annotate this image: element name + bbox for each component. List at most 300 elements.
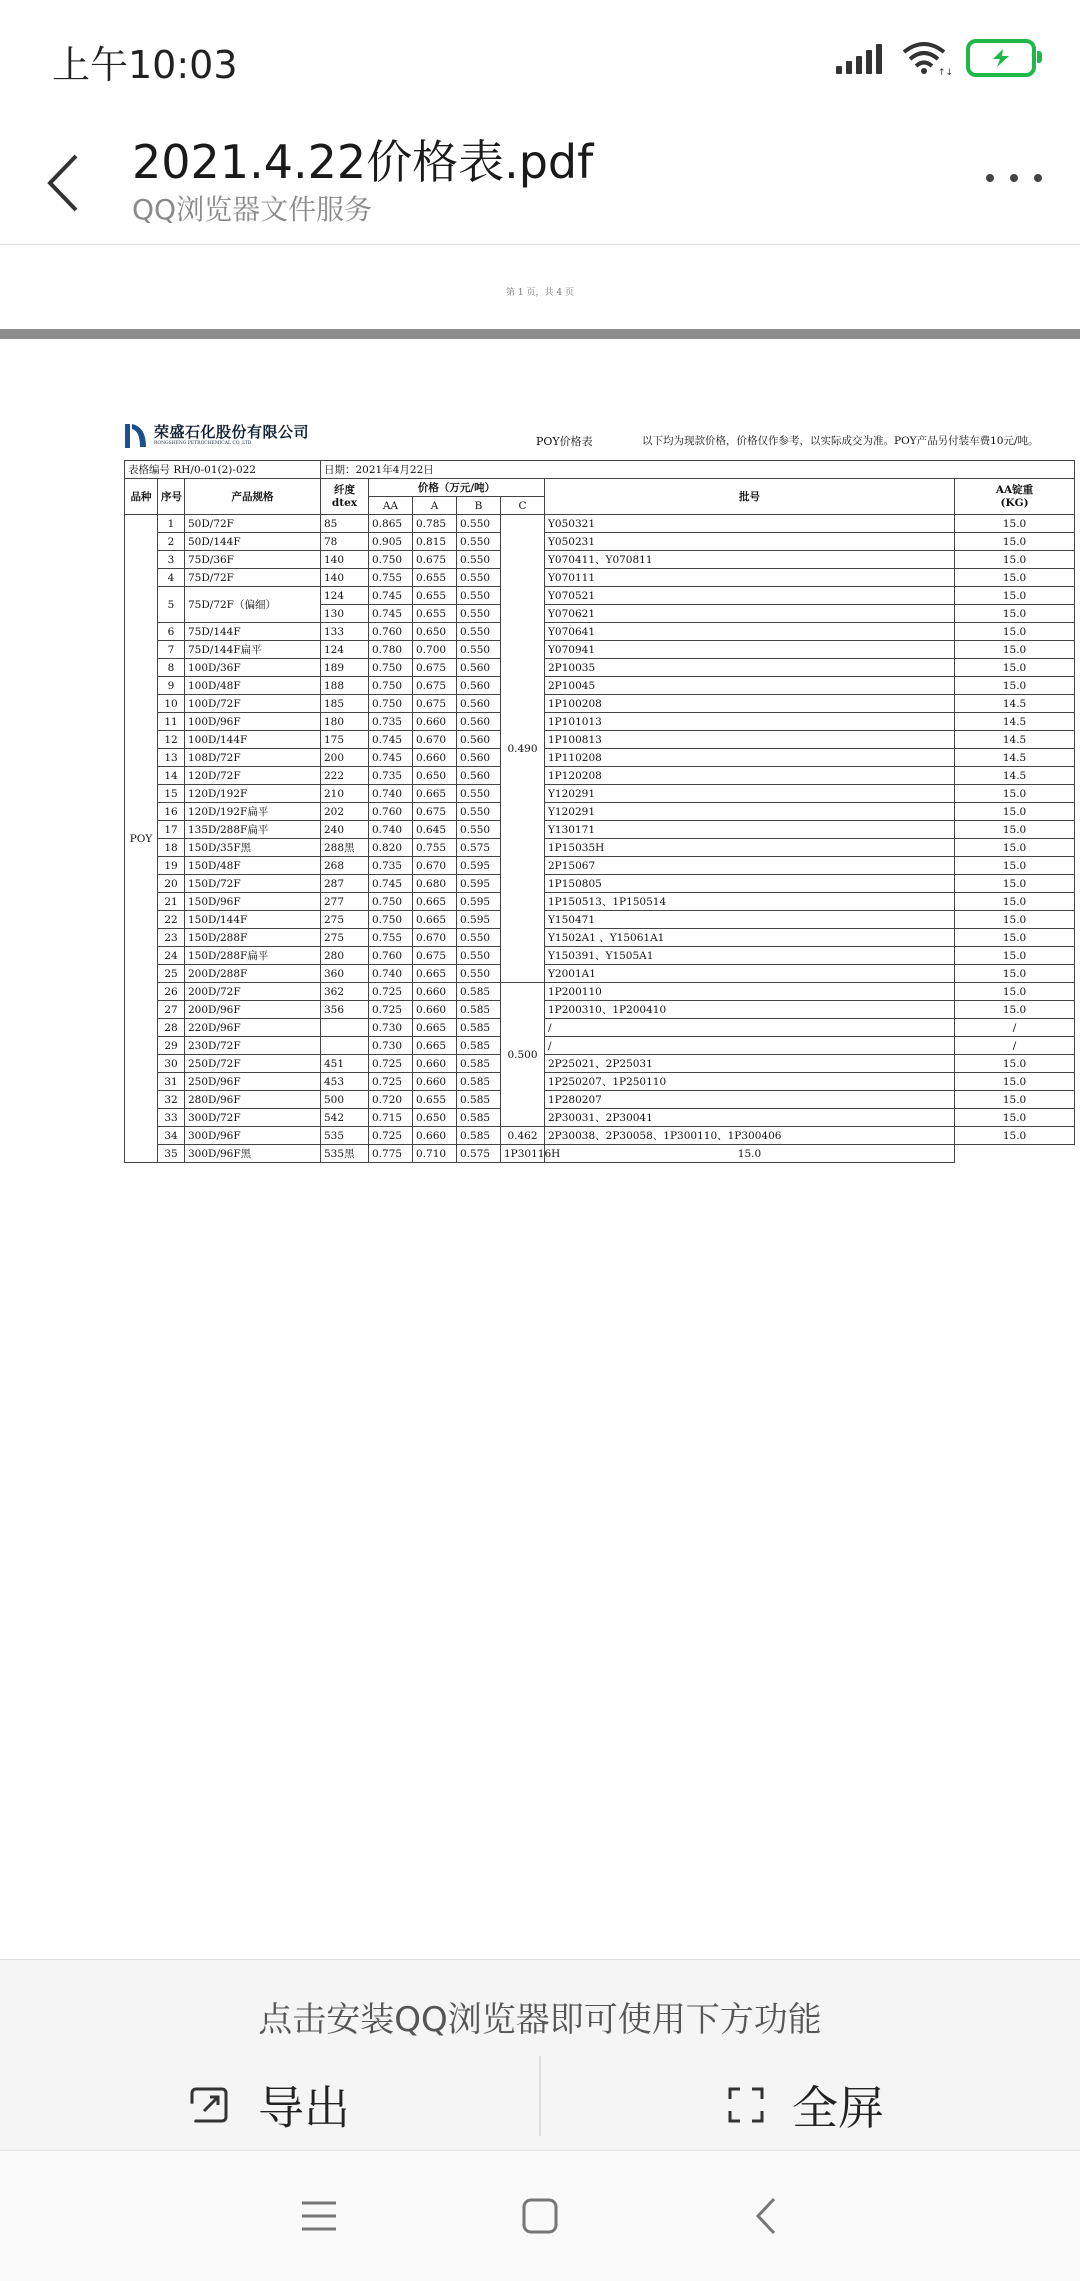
weight-cell: 15.0 <box>955 1127 1075 1145</box>
table-row <box>125 623 1075 641</box>
price-aa-cell: 0.750 <box>369 893 413 911</box>
batch-cell: Y070521 <box>545 587 955 605</box>
dtex-cell: 175 <box>321 731 369 749</box>
table-row <box>125 893 1075 911</box>
table-row <box>125 533 1075 551</box>
price-aa-cell: 0.735 <box>369 767 413 785</box>
variety-cell: POY <box>125 515 158 1163</box>
dtex-cell: 288黑 <box>321 839 369 857</box>
table-row <box>125 839 1075 857</box>
seq-cell: 5 <box>158 587 185 623</box>
system-nav-bar <box>0 2150 1080 2281</box>
header-dtex: 纤度 dtex <box>321 479 369 515</box>
price-b-cell: 0.595 <box>457 893 501 911</box>
spec-cell: 230D/72F <box>185 1037 321 1055</box>
price-aa-cell: 0.865 <box>369 515 413 533</box>
dtex-cell: 277 <box>321 893 369 911</box>
price-aa-cell: 0.750 <box>369 695 413 713</box>
spec-cell: 108D/72F <box>185 749 321 767</box>
weight-cell: 14.5 <box>955 767 1075 785</box>
seq-cell: 14 <box>158 767 185 785</box>
price-b-cell: 0.585 <box>457 1037 501 1055</box>
spec-cell: 280D/96F <box>185 1091 321 1109</box>
weight-cell: 14.5 <box>955 713 1075 731</box>
seq-cell: 4 <box>158 569 185 587</box>
table-row <box>125 1001 1075 1019</box>
header-c: C <box>501 497 545 515</box>
seq-cell: 2 <box>158 533 185 551</box>
spec-cell: 150D/288F <box>185 929 321 947</box>
price-aa-cell: 0.725 <box>369 1073 413 1091</box>
header-weight: AA锭重 (KG) <box>955 479 1075 515</box>
price-b-cell: 0.550 <box>457 515 501 533</box>
dtex-cell: 360 <box>321 965 369 983</box>
price-aa-cell: 0.905 <box>369 533 413 551</box>
price-a-cell: 0.665 <box>413 785 457 803</box>
price-a-cell: 0.665 <box>413 965 457 983</box>
spec-cell: 150D/288F扁平 <box>185 947 321 965</box>
seq-cell: 9 <box>158 677 185 695</box>
price-aa-cell: 0.745 <box>369 587 413 605</box>
table-row <box>125 983 1075 1001</box>
price-aa-cell: 0.760 <box>369 623 413 641</box>
dtex-cell: 133 <box>321 623 369 641</box>
spec-cell: 300D/72F <box>185 1109 321 1127</box>
price-b-cell: 0.585 <box>457 1127 501 1145</box>
price-aa-cell: 0.745 <box>369 605 413 623</box>
price-a-cell: 0.650 <box>413 767 457 785</box>
install-hint[interactable]: 点击安装QQ浏览器即可使用下方功能 <box>258 2000 822 2040</box>
spec-cell: 150D/72F <box>185 875 321 893</box>
seq-cell: 35 <box>158 1145 185 1163</box>
spec-cell: 300D/96F黑 <box>185 1145 321 1163</box>
header-a: A <box>413 497 457 515</box>
dtex-cell: 356 <box>321 1001 369 1019</box>
table-row <box>125 875 1075 893</box>
weight-cell: 15.0 <box>955 911 1075 929</box>
signal-icon <box>836 42 882 74</box>
price-aa-cell: 0.750 <box>369 551 413 569</box>
price-aa-cell: 0.725 <box>369 1055 413 1073</box>
table-row <box>125 767 1075 785</box>
table-row <box>125 677 1075 695</box>
price-b-cell: 0.560 <box>457 713 501 731</box>
header-spec: 产品规格 <box>185 479 321 515</box>
spec-cell: 250D/96F <box>185 1073 321 1091</box>
fullscreen-label: 全屏 <box>792 2081 884 2135</box>
form-number: 表格编号 RH/0-01(2)-022 <box>125 461 321 479</box>
price-a-cell: 0.675 <box>413 551 457 569</box>
spec-cell: 150D/48F <box>185 857 321 875</box>
dtex-cell: 124 <box>321 587 369 605</box>
batch-cell: Y130171 <box>545 821 955 839</box>
menu-icon[interactable] <box>294 2191 344 2241</box>
table-row <box>125 749 1075 767</box>
price-a-cell: 0.670 <box>413 857 457 875</box>
weight-cell: 15.0 <box>955 1001 1075 1019</box>
price-a-cell: 0.660 <box>413 1073 457 1091</box>
header-price: 价格（万元/吨） <box>369 479 545 497</box>
dtex-cell: 140 <box>321 569 369 587</box>
price-c-cell: 0.500 <box>501 983 545 1127</box>
table-row <box>125 1037 1075 1055</box>
weight-cell: 15.0 <box>955 1109 1075 1127</box>
nav-back-icon[interactable] <box>742 2191 792 2241</box>
spec-cell: 100D/144F <box>185 731 321 749</box>
batch-cell: 2P15067 <box>545 857 955 875</box>
seq-cell: 26 <box>158 983 185 1001</box>
price-b-cell: 0.550 <box>457 533 501 551</box>
batch-cell: Y070411、Y070811 <box>545 551 955 569</box>
batch-cell: 1P15035H <box>545 839 955 857</box>
dtex-cell: 140 <box>321 551 369 569</box>
batch-cell: Y1502A1 、Y15061A1 <box>545 929 955 947</box>
price-a-cell: 0.660 <box>413 1001 457 1019</box>
pdf-page[interactable] <box>0 339 1080 1959</box>
price-b-cell: 0.595 <box>457 911 501 929</box>
export-icon <box>188 2083 232 2127</box>
bottom-action-bar <box>0 1959 1080 2150</box>
table-row <box>125 515 1075 533</box>
company-name-cn: 荣盛石化股份有限公司 <box>154 423 310 442</box>
price-b-cell: 0.585 <box>457 1109 501 1127</box>
company-logo <box>124 423 148 449</box>
price-a-cell: 0.655 <box>413 569 457 587</box>
batch-cell: / <box>545 1019 955 1037</box>
weight-cell: 14.5 <box>955 731 1075 749</box>
seq-cell: 8 <box>158 659 185 677</box>
price-b-cell: 0.575 <box>457 1145 501 1163</box>
seq-cell: 19 <box>158 857 185 875</box>
table-row <box>125 911 1075 929</box>
price-b-cell: 0.550 <box>457 947 501 965</box>
batch-cell: Y070941 <box>545 641 955 659</box>
dtex-cell: 200 <box>321 749 369 767</box>
price-b-cell: 0.550 <box>457 587 501 605</box>
price-b-cell: 0.550 <box>457 551 501 569</box>
dtex-cell: 451 <box>321 1055 369 1073</box>
seq-cell: 15 <box>158 785 185 803</box>
dtex-cell: 535 <box>321 1127 369 1145</box>
price-b-cell: 0.550 <box>457 803 501 821</box>
table-row <box>125 1055 1075 1073</box>
spec-cell: 250D/72F <box>185 1055 321 1073</box>
spec-cell: 75D/36F <box>185 551 321 569</box>
weight-cell: 15.0 <box>955 857 1075 875</box>
weight-cell: 15.0 <box>955 965 1075 983</box>
batch-cell: 1P101013 <box>545 713 955 731</box>
table-row <box>125 929 1075 947</box>
weight-cell: 15.0 <box>955 929 1075 947</box>
spec-cell: 100D/72F <box>185 695 321 713</box>
weight-cell: 15.0 <box>955 659 1075 677</box>
dtex-cell: 130 <box>321 605 369 623</box>
weight-cell: 15.0 <box>545 1145 955 1163</box>
price-a-cell: 0.655 <box>413 605 457 623</box>
dtex-cell: 453 <box>321 1073 369 1091</box>
price-a-cell: 0.675 <box>413 695 457 713</box>
price-b-cell: 0.550 <box>457 605 501 623</box>
price-aa-cell: 0.755 <box>369 569 413 587</box>
seq-cell: 17 <box>158 821 185 839</box>
price-b-cell: 0.585 <box>457 1073 501 1091</box>
status-icons <box>836 38 1036 78</box>
table-row <box>125 785 1075 803</box>
price-b-cell: 0.560 <box>457 695 501 713</box>
price-a-cell: 0.665 <box>413 1037 457 1055</box>
weight-cell: 15.0 <box>955 785 1075 803</box>
dtex-cell: 275 <box>321 911 369 929</box>
weight-cell: 15.0 <box>955 1055 1075 1073</box>
weight-cell: 15.0 <box>955 983 1075 1001</box>
dtex-cell: 500 <box>321 1091 369 1109</box>
batch-cell: Y150391、Y1505A1 <box>545 947 955 965</box>
price-b-cell: 0.560 <box>457 749 501 767</box>
dtex-cell: 222 <box>321 767 369 785</box>
price-aa-cell: 0.740 <box>369 965 413 983</box>
batch-cell: 1P120208 <box>545 767 955 785</box>
batch-cell: 1P110208 <box>545 749 955 767</box>
price-a-cell: 0.660 <box>413 1055 457 1073</box>
table-row <box>125 1127 1075 1145</box>
document-date: 日期：2021年4月22日 <box>321 461 1075 479</box>
weight-cell: 14.5 <box>955 695 1075 713</box>
header-batch: 批号 <box>545 479 955 515</box>
weight-cell: 15.0 <box>955 551 1075 569</box>
price-b-cell: 0.575 <box>457 839 501 857</box>
spec-cell: 75D/144F扁平 <box>185 641 321 659</box>
batch-cell: 1P150805 <box>545 875 955 893</box>
dtex-cell: 180 <box>321 713 369 731</box>
weight-cell: 15.0 <box>955 569 1075 587</box>
price-a-cell: 0.675 <box>413 659 457 677</box>
batch-cell: 1P100208 <box>545 695 955 713</box>
app-bar <box>0 118 1080 245</box>
table-row <box>125 965 1075 983</box>
weight-cell: 15.0 <box>955 515 1075 533</box>
seq-cell: 7 <box>158 641 185 659</box>
price-aa-cell: 0.715 <box>369 1109 413 1127</box>
price-a-cell: 0.675 <box>413 677 457 695</box>
seq-cell: 27 <box>158 1001 185 1019</box>
batch-cell: 2P30031、2P30041 <box>545 1109 955 1127</box>
seq-cell: 31 <box>158 1073 185 1091</box>
price-aa-cell: 0.745 <box>369 749 413 767</box>
seq-cell: 21 <box>158 893 185 911</box>
table-row <box>125 695 1075 713</box>
batch-cell: 1P150513、1P150514 <box>545 893 955 911</box>
price-b-cell: 0.550 <box>457 785 501 803</box>
weight-cell: 15.0 <box>955 587 1075 605</box>
price-a-cell: 0.680 <box>413 875 457 893</box>
seq-cell: 34 <box>158 1127 185 1145</box>
dtex-cell: 185 <box>321 695 369 713</box>
dtex-cell: 280 <box>321 947 369 965</box>
price-b-cell: 0.560 <box>457 731 501 749</box>
weight-cell: 15.0 <box>955 821 1075 839</box>
seq-cell: 3 <box>158 551 185 569</box>
form-info-row <box>125 461 1075 479</box>
price-b-cell: 0.585 <box>457 1055 501 1073</box>
price-a-cell: 0.660 <box>413 749 457 767</box>
back-arrow-icon[interactable] <box>40 148 90 218</box>
weight-cell: 15.0 <box>955 623 1075 641</box>
spec-cell: 150D/96F <box>185 893 321 911</box>
price-a-cell: 0.660 <box>413 1127 457 1145</box>
dtex-cell: 287 <box>321 875 369 893</box>
price-b-cell: 0.585 <box>457 1091 501 1109</box>
price-aa-cell: 0.775 <box>369 1145 413 1163</box>
dtex-cell <box>321 1019 369 1037</box>
price-aa-cell: 0.730 <box>369 1019 413 1037</box>
more-options-icon[interactable] <box>986 168 1042 188</box>
table-row <box>125 1073 1075 1091</box>
dtex-cell: 188 <box>321 677 369 695</box>
header-row <box>125 479 1075 497</box>
seq-cell: 20 <box>158 875 185 893</box>
header-aa: AA <box>369 497 413 515</box>
price-table <box>124 460 1075 1163</box>
spec-cell: 50D/72F <box>185 515 321 533</box>
document-title: 2021.4.22价格表.pdf <box>132 135 594 189</box>
price-aa-cell: 0.780 <box>369 641 413 659</box>
price-a-cell: 0.785 <box>413 515 457 533</box>
weight-cell: / <box>955 1037 1075 1055</box>
dtex-cell: 240 <box>321 821 369 839</box>
price-b-cell: 0.560 <box>457 659 501 677</box>
table-row <box>125 587 1075 605</box>
batch-cell: 2P10045 <box>545 677 955 695</box>
svg-text:↑↓: ↑↓ <box>938 68 954 78</box>
price-aa-cell: 0.740 <box>369 785 413 803</box>
seq-cell: 16 <box>158 803 185 821</box>
seq-cell: 22 <box>158 911 185 929</box>
batch-cell: 1P250207、1P250110 <box>545 1073 955 1091</box>
weight-cell: 15.0 <box>955 641 1075 659</box>
price-a-cell: 0.665 <box>413 893 457 911</box>
fullscreen-button[interactable] <box>726 2060 884 2150</box>
header-b: B <box>457 497 501 515</box>
dtex-cell: 362 <box>321 983 369 1001</box>
table-row <box>125 821 1075 839</box>
table-row <box>125 857 1075 875</box>
dtex-cell: 124 <box>321 641 369 659</box>
price-aa-cell: 0.740 <box>369 821 413 839</box>
spec-cell: 120D/192F <box>185 785 321 803</box>
dtex-cell: 535黑 <box>321 1145 369 1163</box>
price-b-cell: 0.585 <box>457 983 501 1001</box>
seq-cell: 1 <box>158 515 185 533</box>
spec-cell: 100D/36F <box>185 659 321 677</box>
price-aa-cell: 0.760 <box>369 947 413 965</box>
spec-cell: 150D/144F <box>185 911 321 929</box>
price-aa-cell: 0.725 <box>369 1127 413 1145</box>
price-aa-cell: 0.725 <box>369 983 413 1001</box>
spec-cell: 300D/96F <box>185 1127 321 1145</box>
page-number-label: 第 1 页，共 4 页 <box>506 288 574 298</box>
previous-page-tail <box>0 245 1080 329</box>
table-row <box>125 731 1075 749</box>
table-row <box>125 713 1075 731</box>
header-variety: 品种 <box>125 479 158 515</box>
home-icon[interactable] <box>515 2191 565 2241</box>
spec-cell: 120D/72F <box>185 767 321 785</box>
price-aa-cell: 0.735 <box>369 857 413 875</box>
company-name-en: RONGSHENG PETROCHEMICAL CO.,LTD. <box>154 441 253 447</box>
price-a-cell: 0.670 <box>413 929 457 947</box>
spec-cell: 200D/72F <box>185 983 321 1001</box>
battery-charging-icon <box>966 39 1036 77</box>
export-button[interactable] <box>188 2060 350 2150</box>
price-b-cell: 0.595 <box>457 857 501 875</box>
dtex-cell: 85 <box>321 515 369 533</box>
price-a-cell: 0.670 <box>413 731 457 749</box>
weight-cell: 15.0 <box>955 875 1075 893</box>
batch-cell: 1P280207 <box>545 1091 955 1109</box>
price-a-cell: 0.650 <box>413 623 457 641</box>
price-aa-cell: 0.820 <box>369 839 413 857</box>
batch-cell: Y070621 <box>545 605 955 623</box>
weight-cell: 15.0 <box>955 947 1075 965</box>
price-aa-cell: 0.750 <box>369 659 413 677</box>
dtex-cell: 275 <box>321 929 369 947</box>
spec-cell: 135D/288F扁平 <box>185 821 321 839</box>
seq-cell: 30 <box>158 1055 185 1073</box>
price-b-cell: 0.550 <box>457 965 501 983</box>
table-row <box>125 1109 1075 1127</box>
table-row <box>125 947 1075 965</box>
spec-cell: 100D/48F <box>185 677 321 695</box>
batch-cell: Y050231 <box>545 533 955 551</box>
price-a-cell: 0.675 <box>413 947 457 965</box>
table-row <box>125 803 1075 821</box>
price-aa-cell: 0.760 <box>369 803 413 821</box>
table-row <box>125 1019 1075 1037</box>
price-b-cell: 0.550 <box>457 821 501 839</box>
status-time: 上午10:03 <box>52 43 238 87</box>
fullscreen-icon <box>726 2085 766 2125</box>
price-aa-cell: 0.745 <box>369 875 413 893</box>
price-a-cell: 0.660 <box>413 983 457 1001</box>
dtex-cell <box>321 1037 369 1055</box>
price-b-cell: 0.550 <box>457 641 501 659</box>
weight-cell: 15.0 <box>955 803 1075 821</box>
price-aa-cell: 0.750 <box>369 677 413 695</box>
spec-cell: 200D/96F <box>185 1001 321 1019</box>
price-a-cell: 0.655 <box>413 587 457 605</box>
price-b-cell: 0.585 <box>457 1019 501 1037</box>
price-a-cell: 0.675 <box>413 803 457 821</box>
dtex-cell: 189 <box>321 659 369 677</box>
price-note: 以下均为现款价格，价格仅作参考，以实际成交为准。POY产品另付装车费10元/吨。 <box>642 435 1039 447</box>
price-b-cell: 0.550 <box>457 569 501 587</box>
spec-cell: 75D/144F <box>185 623 321 641</box>
dtex-cell: 202 <box>321 803 369 821</box>
weight-cell: 15.0 <box>955 1073 1075 1091</box>
price-a-cell: 0.665 <box>413 1019 457 1037</box>
weight-cell: 15.0 <box>955 839 1075 857</box>
weight-cell: 15.0 <box>955 1091 1075 1109</box>
seq-cell: 10 <box>158 695 185 713</box>
batch-cell: 2P30038、2P30058、1P300110、1P300406 <box>545 1127 955 1145</box>
export-label: 导出 <box>258 2081 350 2135</box>
seq-cell: 28 <box>158 1019 185 1037</box>
batch-cell: Y2001A1 <box>545 965 955 983</box>
table-row <box>125 641 1075 659</box>
seq-cell: 13 <box>158 749 185 767</box>
price-aa-cell: 0.735 <box>369 713 413 731</box>
table-row <box>125 551 1075 569</box>
